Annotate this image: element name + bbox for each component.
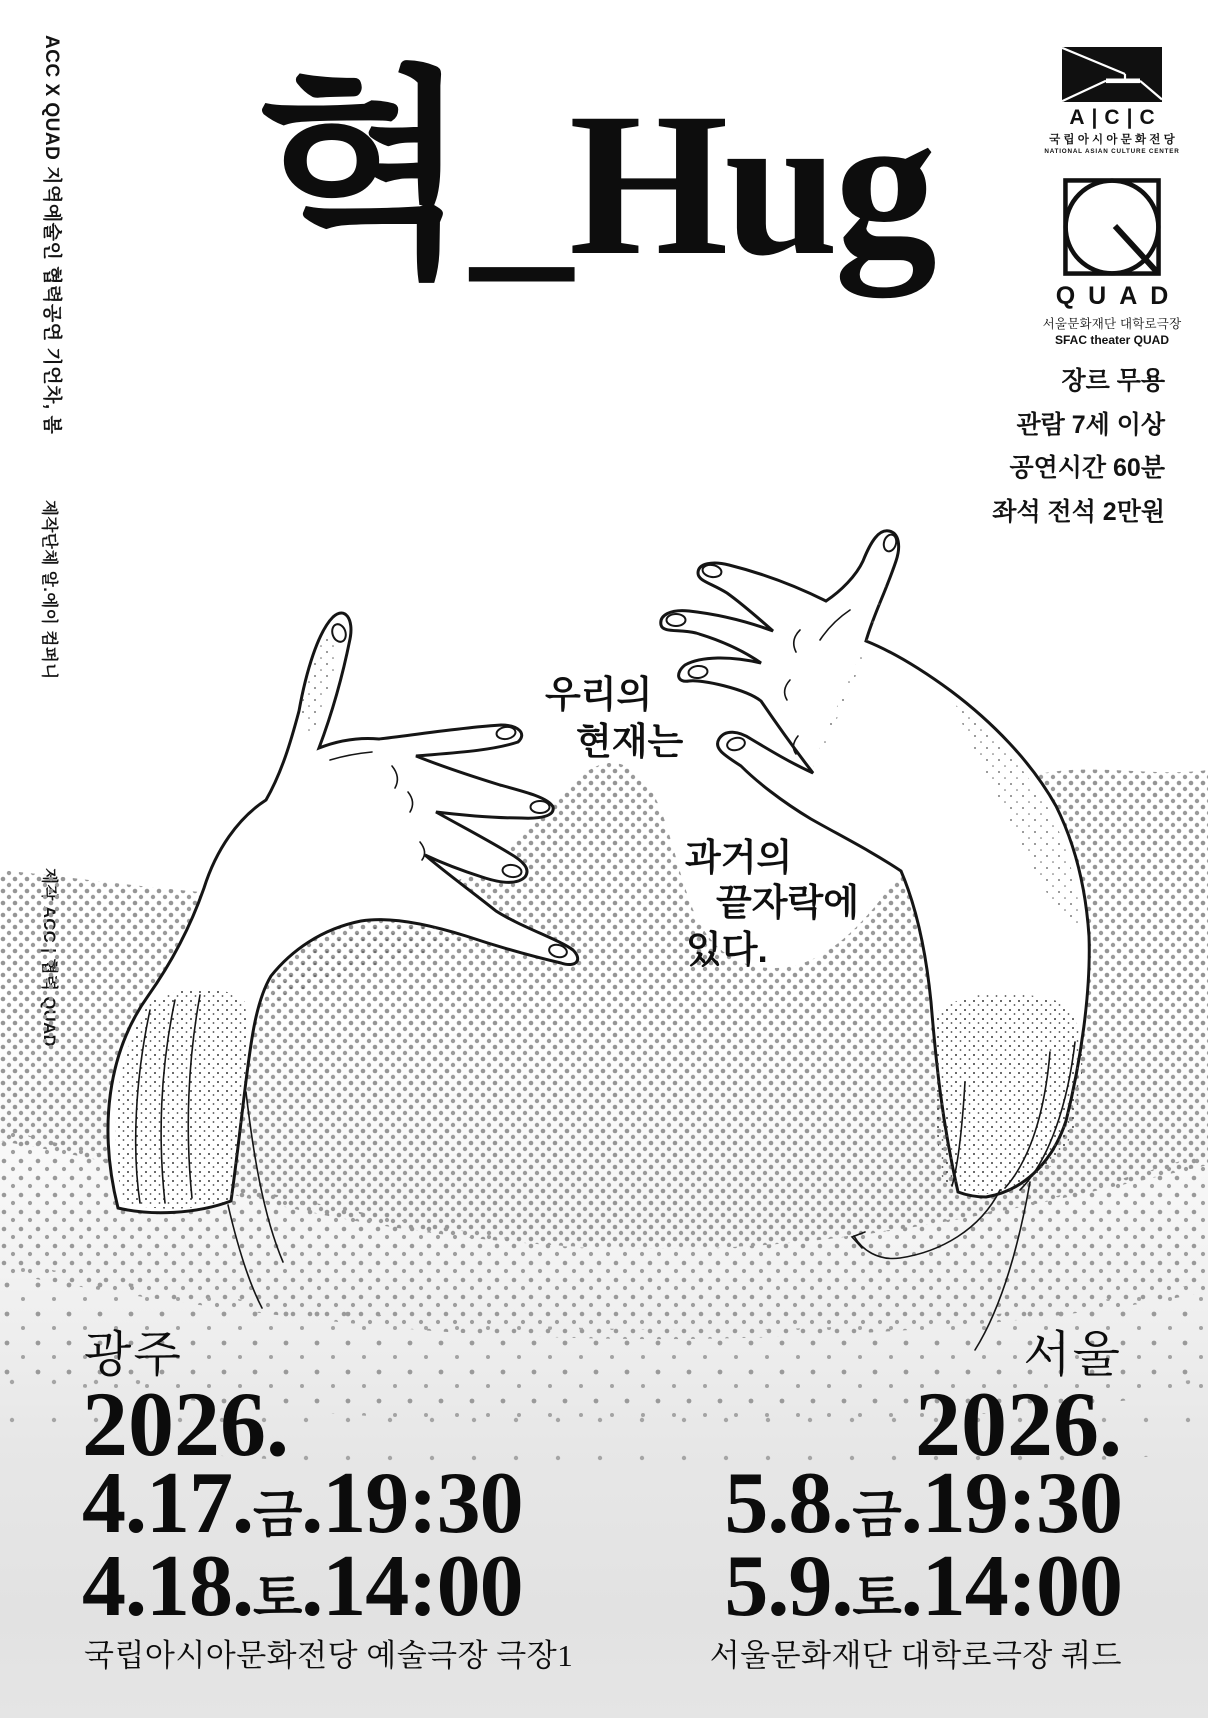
- date-line: [724, 1455, 1122, 1552]
- city-name: 광주: [84, 1327, 183, 1382]
- quad-name-english: SFAC theater QUAD: [1054, 333, 1170, 347]
- title-korean: 혁: [256, 56, 471, 302]
- date-numbers: 4.18.: [82, 1538, 253, 1635]
- acc-wordmark: A|C|C: [1069, 106, 1162, 129]
- date-time: .14:00: [301, 1538, 523, 1635]
- city-name: 서울: [1023, 1327, 1122, 1382]
- venue: 서울문화재단 대학로극장 쿼드: [709, 1638, 1122, 1673]
- quad-wordmark: QUAD: [1055, 282, 1182, 310]
- info-age: 관람 7세 이상: [1016, 410, 1165, 439]
- statement-line: 끝자락에: [716, 882, 859, 923]
- quad-name-korean: 서울문화재단 대학로극장: [1042, 317, 1182, 331]
- date-numbers: 4.17.: [82, 1455, 253, 1552]
- date-time: .19:30: [301, 1455, 523, 1552]
- date-line: [82, 1455, 523, 1552]
- date-time: .19:30: [900, 1455, 1122, 1552]
- vertical-text-producer: 제작단체 알.에이 컴퍼니: [40, 500, 58, 680]
- date-weekday: 토: [253, 1571, 302, 1627]
- statement-line: 과거의: [685, 837, 793, 878]
- date-line: [82, 1538, 523, 1635]
- info-genre: 장르 무용: [1061, 367, 1165, 395]
- statement-line: 있다.: [686, 929, 768, 970]
- title-latin: _Hug: [470, 71, 933, 298]
- date-weekday: 금: [852, 1488, 901, 1544]
- date-weekday: 토: [852, 1571, 901, 1627]
- date-time: .14:00: [900, 1538, 1122, 1635]
- statement-line: 현재는: [576, 721, 684, 762]
- date-weekday: 금: [253, 1488, 302, 1544]
- statement-line: 우리의: [545, 674, 653, 715]
- vertical-text-collaboration: ACC X QUAD 지역예술인 협력공연 기언차, 봄: [41, 35, 62, 435]
- year: 2026.: [82, 1373, 289, 1475]
- info-price: 좌석 전석 2만원: [992, 497, 1165, 526]
- year: 2026.: [915, 1373, 1122, 1475]
- date-numbers: 5.9.: [724, 1538, 853, 1635]
- date-line: [724, 1538, 1122, 1635]
- acc-name-english: NATIONAL ASIAN CULTURE CENTER: [1044, 148, 1180, 155]
- acc-name-korean: 국립아시아문화전당: [1049, 134, 1178, 146]
- venue: 국립아시아문화전당 예술극장 극장1: [84, 1638, 574, 1673]
- info-runtime: 공연시간 60분: [1009, 454, 1165, 482]
- date-numbers: 5.8.: [724, 1455, 853, 1552]
